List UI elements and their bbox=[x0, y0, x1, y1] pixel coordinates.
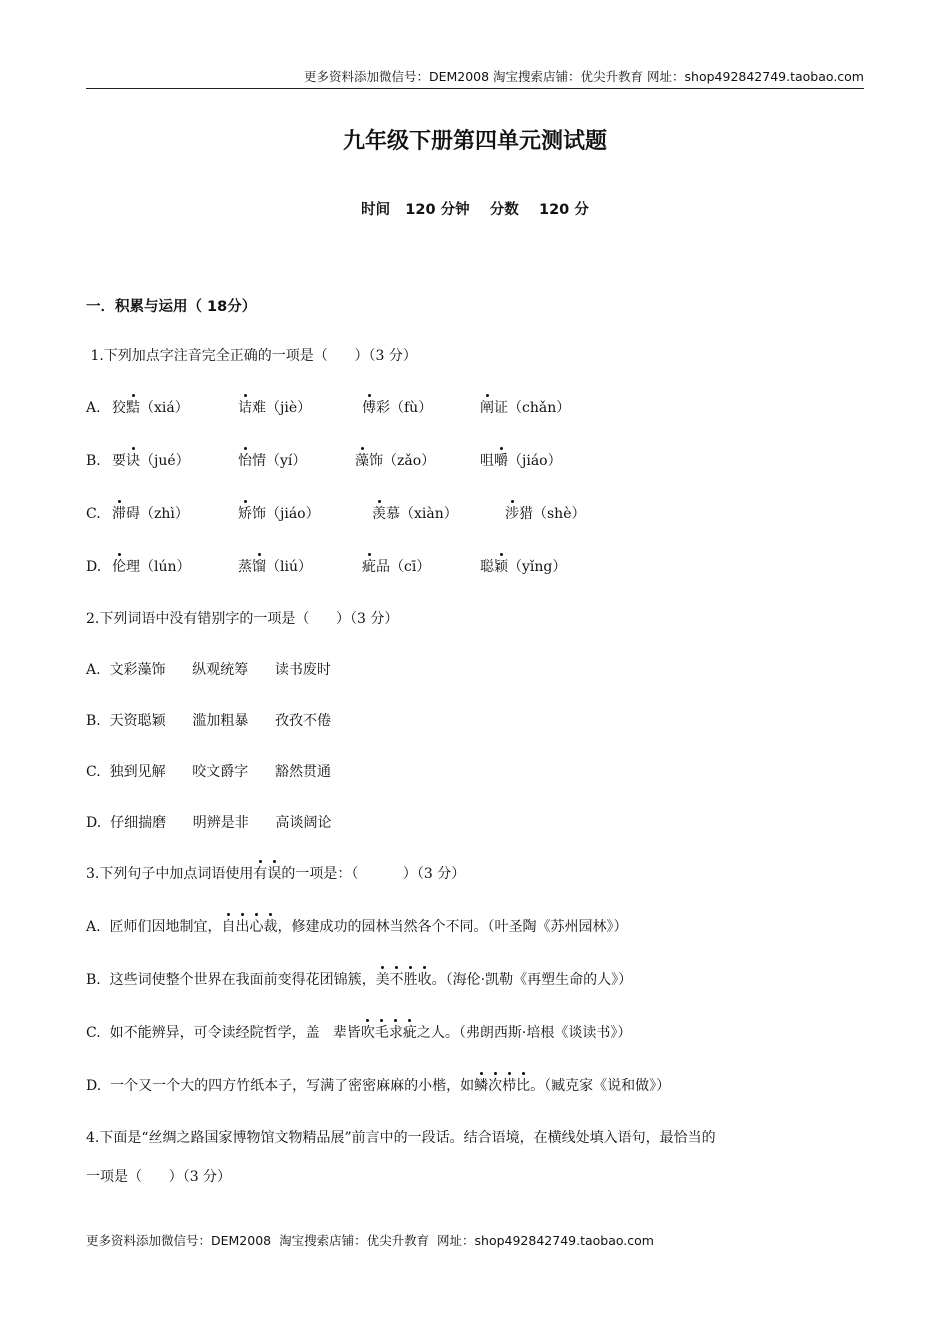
emphasis-word: 有误 bbox=[253, 866, 281, 882]
option-item: 伦理（lún） bbox=[112, 556, 191, 578]
section-heading: 一．积累与运用（ 18分） bbox=[86, 299, 257, 315]
exam-info: 时间 120 分钟 分数 120 分 bbox=[361, 202, 589, 218]
page-title: 九年级下册第四单元测试题 bbox=[342, 129, 607, 154]
page-header: 更多资料添加微信号：DEM2008 淘宝搜索店铺：优尖升教育 网址：shop492842749.taobao.com bbox=[86, 66, 864, 89]
option-label: D. bbox=[86, 559, 102, 575]
option-item: 聪颖（yǐng） bbox=[480, 556, 566, 578]
emphasis-word: 美不胜收 bbox=[376, 972, 432, 988]
option-item: 傅彩（fù） bbox=[362, 397, 432, 419]
page-footer: 更多资料添加微信号：DEM2008 淘宝搜索店铺：优尖升教育 网址：shop492842749.taobao.com bbox=[86, 1233, 654, 1248]
option-item: 矫饰（jiáo） bbox=[238, 503, 320, 525]
question-3-stem: 3.下列句子中加点词语使用有误的一项是：（ ）（3 分） bbox=[86, 863, 465, 885]
question-2-option-a: A. 文彩藻饰 纵观统筹 读书废时 bbox=[86, 662, 331, 678]
option-item: 要诀（jué） bbox=[112, 450, 190, 472]
question-2-stem: 2.下列词语中没有错别字的一项是（ ）（3 分） bbox=[86, 611, 399, 627]
option-item: 涉猎（shè） bbox=[505, 503, 586, 525]
emphasis-word: 自出心裁 bbox=[221, 919, 277, 935]
question-3-option-a: A. 匠师们因地制宜，自出心裁，修建成功的园林当然各个不同。（叶圣陶《苏州园林》） bbox=[86, 916, 627, 938]
option-item: 怡情（yí） bbox=[238, 450, 306, 472]
question-3-option-c: C. 如不能辨异，可令读经院哲学，盖 辈皆吹毛求疵之人。（弗朗西斯·培根《谈读书》） bbox=[86, 1022, 631, 1044]
emphasis-word: 吹毛求疵 bbox=[361, 1025, 417, 1041]
question-3-option-b: B. 这些词使整个世界在我面前变得花团锦簇，美不胜收。（海伦·凯勒《再塑生命的人》） bbox=[86, 969, 632, 991]
option-label: A. bbox=[86, 400, 101, 416]
option-label: C. bbox=[86, 506, 101, 522]
question-2-option-c: C. 独到见解 咬文爵字 豁然贯通 bbox=[86, 764, 331, 780]
question-4-stem-line1: 4.下面是“丝绸之路国家博物馆文物精品展”前言中的一段话。结合语境，在横线处填入语句，最恰当的 bbox=[86, 1130, 716, 1146]
option-item: 羡慕（xiàn） bbox=[372, 503, 458, 525]
option-item: 疵品（cī） bbox=[362, 556, 430, 578]
option-item: 狡黠（xiá） bbox=[112, 397, 189, 419]
question-4-stem-line2: 一项是（ ）（3 分） bbox=[86, 1169, 232, 1185]
question-1-stem: 1.下列加点字注音完全正确的一项是（ ）（3 分） bbox=[86, 348, 417, 364]
option-item: 阐证（chǎn） bbox=[480, 397, 570, 419]
option-item: 藻饰（zǎo） bbox=[355, 450, 435, 472]
option-item: 滞碍（zhì） bbox=[112, 503, 189, 525]
question-2-option-d: D. 仔细揣磨 明辨是非 高谈阔论 bbox=[86, 815, 332, 831]
option-item: 诘难（jiè） bbox=[238, 397, 311, 419]
emphasis-word: 鳞次栉比 bbox=[474, 1078, 530, 1094]
question-3-option-d: D. 一个又一个大的四方竹纸本子，写满了密密麻麻的小楷，如鳞次栉比。（臧克家《说和做》） bbox=[86, 1075, 670, 1097]
option-item: 蒸馏（liú） bbox=[238, 556, 312, 578]
option-label: B. bbox=[86, 453, 101, 469]
option-item: 咀嚼（jiáo） bbox=[480, 450, 562, 472]
question-2-option-b: B. 天资聪颖 滥加粗暴 孜孜不倦 bbox=[86, 713, 332, 729]
